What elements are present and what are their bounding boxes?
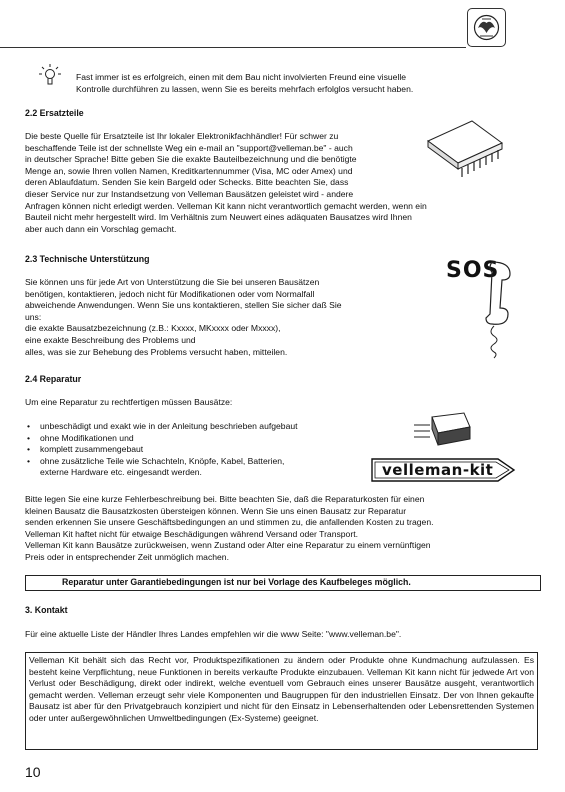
bullet-item: • unbeschädigt und exakt wie in der Anleitung beschrieben aufgebaut bbox=[25, 421, 365, 433]
velleman-emblem-icon bbox=[467, 8, 506, 47]
paragraph-line: deren Ablaufdatum. Senden Sie kein Bargeld oder Schecks. Bitte beachten Sie, dass bbox=[25, 177, 349, 188]
bullet-item: • ohne Modifikationen und bbox=[25, 433, 365, 445]
warranty-notice-box bbox=[25, 575, 541, 591]
tip-line: Fast immer ist es erfolgreich, einen mit dem Bau nicht involvierten Freund eine visuelle bbox=[76, 72, 407, 82]
paragraph-line: Velleman Kit kann Bausätze zurückweisen, wenn Zustand oder Alter eine Reparatur zu einem vernünftigen bbox=[25, 540, 431, 551]
section-body-technische-unterstuetzung bbox=[25, 277, 425, 358]
header-rule bbox=[0, 47, 466, 48]
paragraph-line: Menge an, sowie Ihren vollen Namen, Kreditkartennummer (Visa, MC oder Amex) und bbox=[25, 165, 353, 176]
warranty-notice-text: Reparatur unter Garantiebedingungen ist nur bei Vorlage des Kaufbeleges möglich. bbox=[62, 577, 411, 587]
paragraph-line: uns: bbox=[25, 311, 42, 322]
paragraph-line: Sie können uns für jede Art von Unterstützung die Sie bei unseren Bausätzen bbox=[25, 277, 320, 287]
reparatur-bullets bbox=[25, 421, 365, 479]
paragraph-line: die exakte Bausatzbezeichnung (z.B.: Kxxxx, MKxxxx oder Mxxxx), bbox=[25, 323, 281, 334]
paragraph-line: dieser Service nur zur Instandsetzung von Velleman Bausätzen geleistet wird - andere bbox=[25, 188, 354, 199]
paragraph-line: abweichende Anwendungen. Wenn Sie uns kontaktieren, stellen Sie sicher daß Sie bbox=[25, 300, 342, 311]
paragraph-line: Bauteil nicht mehr hergestellt wird. Im Verhältnis zum Neuwert eines adäquaten Bausatzes wird Ihnen bbox=[25, 212, 412, 223]
paragraph-line: kleinen Bausatz die Bausatzkosten übersteigen können. Wenn Sie uns einen Bausatz zur Reparatur bbox=[25, 505, 407, 516]
lightbulb-icon bbox=[36, 62, 66, 92]
kontakt-text: Für eine aktuelle Liste der Händler Ihres Landes empfehlen wir die www Seite: "www.velleman.be". bbox=[25, 629, 402, 639]
repair-kit-icon bbox=[412, 411, 472, 447]
section-heading-reparatur: 2.4 Reparatur bbox=[25, 374, 82, 384]
paragraph-line: Anfragen können nicht erledigt werden. Velleman Kit kann nicht verantwortlich gemacht werden, wenn ein bbox=[25, 200, 427, 211]
disclaimer-text: Velleman Kit behält sich das Recht vor, Produktspezifikationen zu ändern oder Produkte ohne Kundmachung aufzulassen. Es besteht keine Verpflichtung, neue Funktionen in bereits verkaufte Produkte einzubauen. Velleman Kit kann nicht für jedwede Art von Verlust oder Beschädigung, direkt oder indirekt, welche eventuell vom Gebrauch eines unserer Bausätze ausgeht, verantwortlich gemacht werden. Velleman erzeugt sehr viele Komponenten und Baugruppen für den industriellen Einsatz. Der von Ihnen gekaufte Bausatz ist aber für den Privatgebrauch konzipiert und nicht für den Einsatz in Lebenserhaltenden oder Lebensrettenden Systemen oder unter außergewöhnlichen Umweltbedingungen (Ex-Systeme) geeignet. bbox=[29, 655, 534, 723]
bullet-item: • ohne zusätzliche Teile wie Schachteln, Knöpfe, Kabel, Batterien, bbox=[25, 456, 365, 468]
paragraph-line: alles, was sie zur Behebung des Problems versucht haben, mitteilen. bbox=[25, 346, 288, 357]
tip-text bbox=[76, 72, 413, 95]
section-heading-technische-unterstuetzung: 2.3 Technische Unterstützung bbox=[25, 254, 150, 264]
paragraph-line: aber auch dann ein Vorschlag gemacht. bbox=[25, 223, 177, 234]
paragraph-line: Velleman Kit haftet nicht für etwaige Beschädigungen während Versand oder Transport. bbox=[25, 528, 358, 539]
bullet-continuation: externe Hardware etc. eingesandt werden. bbox=[40, 467, 202, 478]
disclaimer-box bbox=[25, 652, 538, 750]
sos-label: SOS bbox=[446, 258, 500, 283]
paragraph-line: Die beste Quelle für Ersatzteile ist Ihr lokaler Elektronikfachhändler! Für schwer zu bbox=[25, 131, 339, 141]
tip-line: Kontrolle durchführen zu lassen, wenn Sie es bereits mehrfach erfolglos versucht haben. bbox=[76, 83, 414, 94]
bullet-item: • komplett zusammengebaut bbox=[25, 444, 365, 456]
paragraph-line: beschaffende Teile ist der schnellste Weg ein e-mail an "support@velleman.be" - auch bbox=[25, 142, 353, 153]
paragraph-line: in deutscher Sprache! Bitte geben Sie die exakte Bauteilbezeichnung und die benötigte bbox=[25, 154, 357, 165]
ic-chip-icon bbox=[420, 117, 510, 181]
reparatur-intro: Um eine Reparatur zu rechtfertigen müssen Bausätze: bbox=[25, 397, 233, 407]
reparatur-paragraph bbox=[25, 494, 545, 564]
paragraph-line: benötigen, kontaktieren, jedoch nicht für Modifikationen oder vom Normalfall bbox=[25, 288, 315, 299]
paragraph-line: senden erkennen Sie unsere Geschäftsbedingungen an und stimmen zu, die anfallenden Kosten zu tragen. bbox=[25, 517, 434, 528]
telephone-icon bbox=[482, 258, 516, 360]
page-number: 10 bbox=[25, 764, 41, 780]
section-heading-ersatzteile: 2.2 Ersatzteile bbox=[25, 108, 84, 118]
paragraph-line: Preis oder in entsprechender Zeit unmöglich machen. bbox=[25, 551, 229, 562]
velleman-kit-logo bbox=[370, 456, 516, 484]
paragraph-line: Bitte legen Sie eine kurze Fehlerbeschreibung bei. Bitte beachten Sie, daß die Reparaturkosten für einen bbox=[25, 494, 425, 504]
paragraph-line: eine exakte Beschreibung des Problems und bbox=[25, 334, 196, 345]
section-heading-kontakt: 3. Kontakt bbox=[25, 605, 68, 615]
velleman-kit-logo-text: velleman-kit bbox=[382, 461, 494, 479]
